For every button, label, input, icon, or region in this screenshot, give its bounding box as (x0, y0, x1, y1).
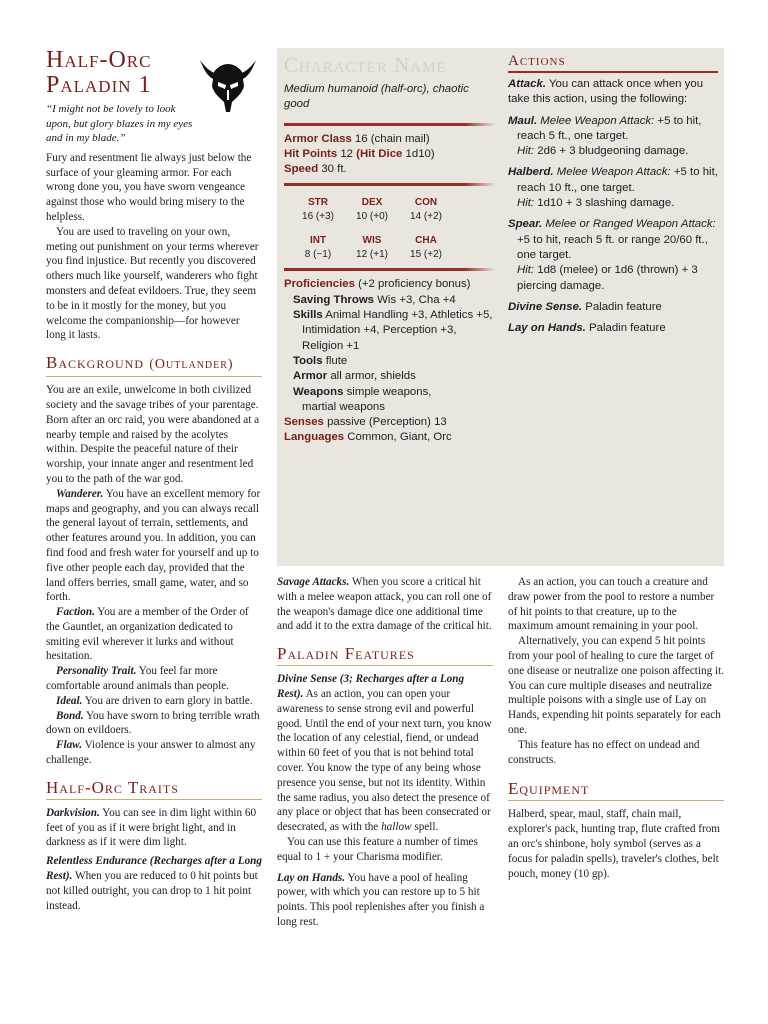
savage-attacks-label: Savage Attacks. (277, 576, 350, 588)
skills (284, 308, 496, 354)
ability-label: CHA (415, 235, 437, 247)
trait-text: When you are reduced to 0 hit points but not killed outright, you can drop to 1 hit point instead. (46, 870, 258, 912)
left-column (46, 48, 262, 913)
background-item-ideal (46, 694, 262, 709)
ability-score: 15 (+2) (410, 249, 442, 261)
title-line-2: Paladin 1 (46, 72, 152, 98)
feature-text: spell. (411, 821, 439, 834)
lay-on-hands-continued (508, 575, 724, 767)
intro-paragraph: You are used to traveling on your own, meting out punishment on your terms wherever you find injustice. But recently you discovered others much like yourself, wanderers who fight monsters and defeat evildoers. True, they seem to be in it mostly for the money, but you welcome the companionship—for however long it lasts. (46, 225, 259, 342)
action-text: Paladin feature (585, 322, 666, 335)
trait-darkvision (46, 806, 262, 850)
hit-dice-value: 1d10) (402, 147, 435, 160)
item-label: Flaw. (56, 739, 83, 752)
item-label: Personality Trait. (56, 665, 137, 678)
weapon-stats: +5 to hit, reach 5 ft., one target. (517, 114, 702, 142)
horned-helmet-icon (196, 50, 260, 114)
character-name-field[interactable]: Character Name (284, 53, 447, 77)
hit-label: Hit: (517, 264, 535, 277)
tools-value: flute (322, 354, 348, 367)
intro-text (46, 151, 262, 343)
speed (284, 162, 496, 177)
trait-label: Relentless Endurance (Recharges after a Long Rest). (46, 855, 262, 883)
actions-list (508, 77, 718, 336)
proficiencies-label: Proficiencies (284, 278, 355, 291)
hit-points (284, 147, 496, 162)
item-text: Violence is your answer to almost any challenge. (46, 739, 256, 767)
ability-label: INT (309, 235, 327, 247)
ability-score: 10 (+0) (356, 211, 388, 223)
right-lower-column (508, 575, 724, 881)
item-label: Bond. (56, 709, 84, 722)
weapon-name: Halberd. (508, 166, 554, 179)
feature-text: You have a pool of healing power, with which you can restore up to 5 hit points. This pool replenishes after you finish a long rest. (277, 871, 485, 928)
armor-class-value: 16 (chain mail) (351, 132, 430, 145)
intro-paragraph: Fury and resentment lie always just below the surface of your gleaming armor. For each wrong done you, you have sworn vengeance against those who would bring misery to the helpless. (46, 151, 252, 223)
hit-points-label: Hit Points (284, 147, 338, 160)
ability-scores-row-1 (291, 196, 496, 224)
ability-label: STR (308, 197, 328, 209)
middle-lower-column (277, 575, 493, 930)
tools-label: Tools (293, 354, 323, 367)
actions-heading: Actions (508, 52, 718, 73)
ability-score: 8 (−1) (304, 249, 332, 261)
traits-text (46, 806, 262, 914)
languages (284, 430, 496, 445)
item-label: Wanderer. (56, 487, 104, 500)
item-label: Faction. (56, 606, 95, 619)
speed-label: Speed (284, 163, 319, 176)
weapon-name: Spear. (508, 218, 543, 231)
senses (284, 415, 496, 430)
saving-throws (284, 293, 496, 308)
action-attack (508, 77, 718, 108)
paladin-features-heading: Paladin Features (277, 644, 493, 666)
spell-name: hallow (381, 821, 412, 834)
hit-points-value: 12 (337, 147, 357, 160)
hit-label: Hit: (517, 145, 535, 158)
armor-proficiency (284, 369, 496, 384)
ability-scores-row-2 (291, 234, 496, 262)
armor-class (284, 132, 496, 147)
item-text: You have an excellent memory for maps and geography, and you can always recall the general layout of terrain, settlements, and other features around you. In addition, you can find food and fresh water for yourself and up to five other people each day, provided that the land offers berries, small game, water, and so forth. (46, 487, 261, 604)
action-halberd (508, 165, 718, 211)
item-text: You are driven to earn glory in battle. (82, 694, 253, 707)
ability-label: WIS (362, 235, 382, 247)
item-text: You feel far more comfortable around animals than people. (46, 665, 229, 693)
item-text: You are a member of the Order of the Gauntlet, an organization dedicated to smiting evil wherever it lurks and without hesitation. (46, 606, 249, 663)
ability-score: 16 (+3) (302, 211, 334, 223)
armor-value: all armor, shields (327, 370, 416, 383)
lay-on-hands-paragraph: This feature has no effect on undead and constructs. (508, 738, 700, 766)
feature-uses: You can use this feature a number of times equal to 1 + your Charisma modifier. (277, 835, 478, 863)
item-label: Ideal. (56, 694, 83, 707)
feature-divine-sense (277, 672, 493, 835)
weapon-damage: 2d6 + 3 bludgeoning damage. (534, 145, 689, 158)
background-text (46, 383, 262, 768)
hit-label: Hit: (517, 197, 535, 210)
saving-throws-value: Wis +3, Cha +4 (374, 293, 456, 306)
actions-section (508, 52, 718, 342)
background-item-wanderer (46, 487, 262, 605)
background-heading-text: Background (46, 353, 145, 373)
equipment-text: Halberd, spear, maul, staff, chain mail, explorer's pack, hunting trap, flute crafted from an orc's shinbone, holy symbol (serves as a focus for paladin spells), traveler's clothes, belt pouch, money (10 gp). (508, 808, 721, 880)
weapon-attack-type: Melee Weapon Attack: (553, 166, 671, 179)
skills-label: Skills (293, 309, 323, 322)
saving-throws-label: Saving Throws (293, 293, 375, 306)
savage-attacks-text: When you score a critical hit with a melee weapon attack, you can roll one of the weapon's damage dice one additional time and add it to the extra damage of the critical hit. (277, 576, 492, 633)
feature-text: As an action, you can open your awareness to sense strong evil and powerful good. Until the end of your next turn, you know the location of any celestial, fiend, or undead within 60 feet of you that is not behind total cover. You know the type of any being whose presence you sense, but not its identity. Within the same radius, you also detect the presence of any place or object that has been consecrated or desecrated, as with the (277, 687, 492, 834)
background-paragraph: You are an exile, unwelcome in both civilized society and the savage tribes of your parentage. Born after an orc raid, you were abandoned at a nearby temple and raised by the acolytes within. Despite the peaceful nature of their worship, your innate anger and resentment led you to the path of the war god. (46, 384, 260, 485)
action-text: Paladin feature (582, 300, 662, 313)
stat-divider (284, 268, 496, 271)
ability-score: 12 (+1) (356, 249, 388, 261)
creature-type: Medium humanoid (half-orc), chaotic good (284, 83, 469, 111)
background-item-personality (46, 664, 262, 694)
weapon-stats: +5 to hit, reach 10 ft., one target. (517, 166, 718, 194)
speed-value: 30 ft. (318, 163, 347, 176)
equipment-heading: Equipment (508, 779, 724, 801)
tools (284, 354, 496, 369)
action-label: Attack. (508, 78, 546, 90)
stat-divider (284, 183, 496, 186)
skills-value: Animal Handling +3, Athletics +5, Intimidation +4, Perception +3, Religion +1 (302, 309, 493, 352)
action-lay-on-hands (508, 321, 718, 336)
action-divine-sense (508, 300, 718, 315)
paladin-features-text (277, 672, 493, 930)
background-item-faction (46, 605, 262, 664)
weapon-attack-type: Melee Weapon Attack: (537, 114, 655, 127)
background-heading (46, 353, 262, 377)
item-text: You have sworn to bring terrible wrath down on evildoers. (46, 709, 260, 737)
action-maul (508, 114, 718, 160)
feature-label: Divine Sense (3; Recharges after a Long Rest). (277, 673, 465, 700)
stat-divider (284, 123, 496, 126)
title-line-1: Half-Orc (46, 47, 152, 73)
weapon-name: Maul. (508, 114, 538, 127)
stat-block (284, 52, 496, 446)
weapons-proficiency (284, 385, 454, 416)
weapon-attack-type: Melee or Ranged Weapon Attack: (542, 218, 716, 231)
action-label: Lay on Hands. (508, 322, 586, 335)
traits-heading: Half-Orc Traits (46, 778, 262, 800)
savage-attacks (277, 575, 493, 634)
background-item-bond (46, 709, 262, 739)
senses-value: passive (Perception) 13 (323, 416, 447, 429)
feature-label: Lay on Hands. (277, 871, 346, 884)
ability-label: DEX (361, 197, 383, 209)
background-subheading: (Outlander) (149, 357, 234, 373)
background-item-flaw (46, 738, 262, 768)
proficiencies-value: (+2 proficiency bonus) (354, 278, 471, 291)
lay-on-hands-paragraph: Alternatively, you can expend 5 hit points from your pool of healing to cure the target of one disease or neutralize one poison affecting it. You can cure multiple diseases and neutralize multiple poisons with a single use of Lay on Hands, expending hit points separately for each one. (508, 635, 725, 736)
armor-class-label: Armor Class (284, 132, 352, 145)
hit-dice-label: (Hit Dice (356, 147, 403, 160)
ability-label: CON (414, 197, 438, 209)
weapon-damage: 1d8 (melee) or 1d6 (thrown) + 3 piercing damage. (517, 264, 698, 292)
action-spear (508, 217, 718, 293)
trait-text: You can see in dim light within 60 feet of you as if it were bright light, and in darkness as if it were dim light. (46, 806, 257, 849)
languages-value: Common, Giant, Orc (344, 431, 452, 444)
weapons-label: Weapons (293, 385, 344, 398)
core-stats (284, 132, 496, 178)
languages-label: Languages (284, 431, 345, 444)
character-quote: “I might not be lovely to look upon, but glory blazes in my eyes and in my blade.” (46, 103, 193, 145)
trait-label: Darkvision. (46, 806, 100, 819)
ability-score: 14 (+2) (410, 211, 442, 223)
trait-relentless-endurance (46, 854, 262, 913)
feature-lay-on-hands (277, 871, 493, 930)
action-label: Divine Sense. (508, 300, 583, 313)
action-text: You can attack once when you take this action, using the following: (508, 78, 704, 106)
proficiencies (284, 277, 496, 292)
proficiencies-block (284, 277, 496, 445)
lay-on-hands-paragraph: As an action, you can touch a creature and draw power from the pool to restore a number of hit points to that creature, up to the maximum amount remaining in your pool. (508, 576, 715, 633)
weapon-stats: +5 to hit, reach 5 ft. or range 20/60 ft., one target. (517, 233, 708, 261)
senses-label: Senses (284, 416, 324, 429)
weapons-value: simple weapons, martial weapons (302, 385, 432, 413)
weapon-damage: 1d10 + 3 slashing damage. (534, 197, 675, 210)
armor-label: Armor (293, 370, 328, 383)
